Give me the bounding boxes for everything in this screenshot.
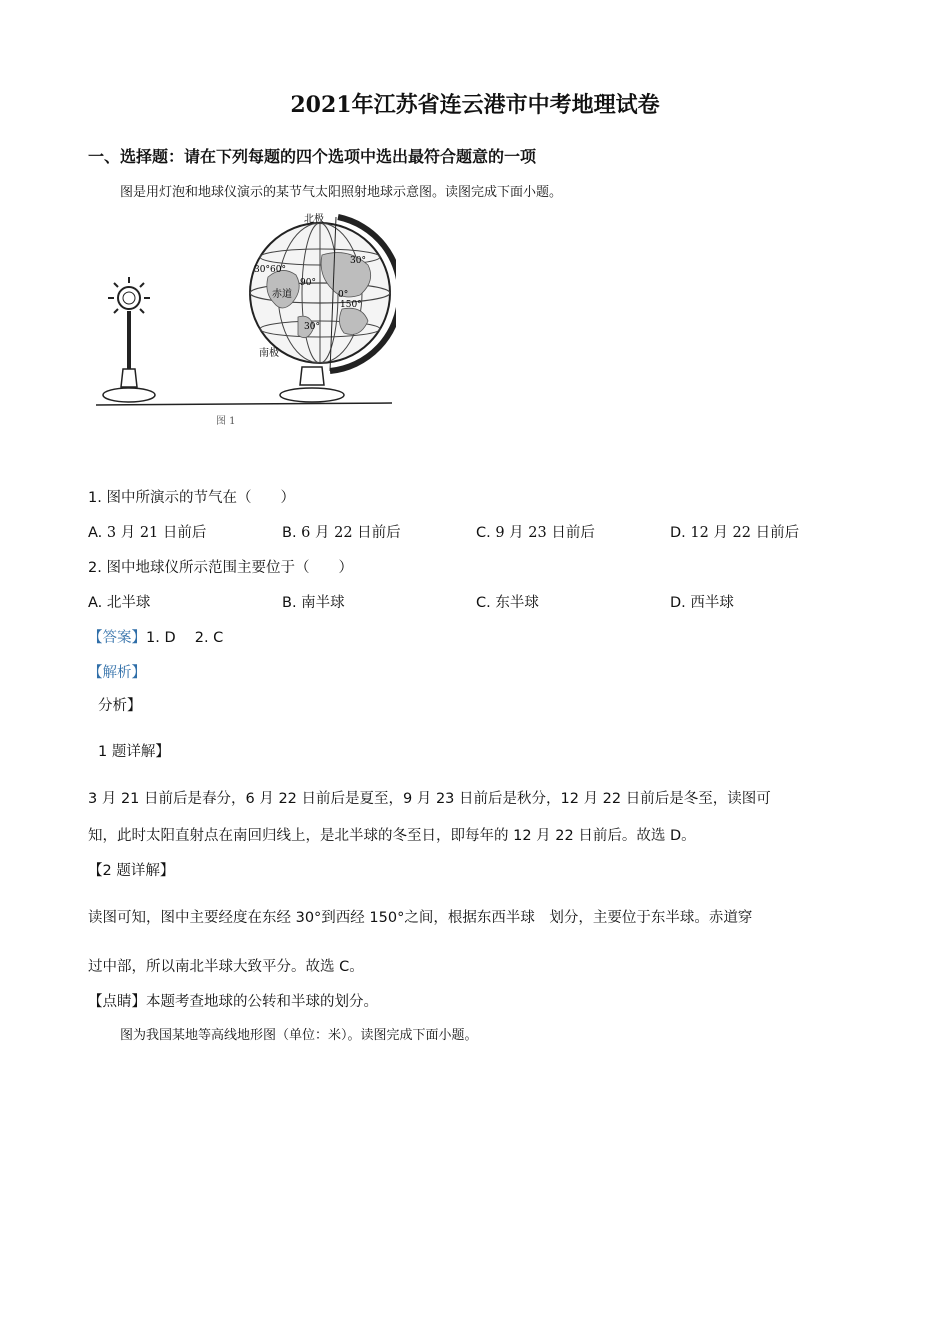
lon-60-label: 60° [270, 265, 286, 275]
question-1-stem: 1. 图中所演示的节气在（ ） [88, 490, 295, 506]
intro-text-2: 图为我国某地等高线地形图（单位：米）。读图完成下面小题。 [120, 1028, 478, 1043]
figure-caption: 图 1 [216, 416, 236, 427]
question-2-stem: 2. 图中地球仪所示范围主要位于（ ） [88, 560, 353, 576]
q2-option-a: A. 北半球 [88, 595, 151, 611]
ground-line [96, 403, 392, 405]
q1-option-d: D. 12 月 22 日前后 [670, 525, 800, 541]
tip-text: 【点睛】本题考查地球的公转和半球的划分。 [88, 994, 378, 1010]
q1-option-b: B. 6 月 22 日前后 [282, 525, 401, 541]
page-title: 2021年江苏省连云港市中考地理试卷 [290, 92, 660, 118]
globe-lamp-figure [92, 205, 396, 427]
q1-option-c: C. 9 月 23 日前后 [476, 525, 595, 541]
lon-150-label: 150° [340, 300, 362, 310]
detail-1-line-2: 知，此时太阳直射点在南回归线上，是北半球的冬至日，即每年的 12 月 22 日前后。故选 D。 [88, 828, 696, 844]
detail-1-line-1: 3 月 21 日前后是春分，6 月 22 日前后是夏至，9 月 23 日前后是秋分，12 月 22 日前后是冬至，读图可 [88, 791, 771, 807]
answer-tag: 【答案】 [88, 630, 146, 646]
detail-2-line-1: 读图可知，图中主要经度在东经 30°到西经 150°之间，根据东西半球 划分，主要位于东半球。赤道穿 [88, 910, 753, 926]
lat-0-label: 0° [338, 290, 349, 300]
lamp-icon [103, 277, 155, 402]
detail-2-heading: 【2 题详解】 [88, 863, 175, 879]
analysis-sub: 分析】 [98, 698, 142, 714]
intro-text-1: 图是用灯泡和地球仪演示的某节气太阳照射地球示意图。读图完成下面小题。 [120, 185, 563, 200]
q2-option-c: C. 东半球 [476, 595, 539, 611]
q2-option-b: B. 南半球 [282, 595, 345, 611]
section-heading: 一、选择题：请在下列每题的四个选项中选出最符合题意的一项 [88, 147, 537, 166]
lon-30-label: 30° [254, 265, 270, 275]
answer-line [88, 626, 223, 647]
detail-1-heading: 1 题详解】 [98, 744, 170, 760]
lat-n30-label: 30° [350, 256, 366, 266]
detail-2-line-2: 过中部，所以南北半球大致平分。故选 C。 [88, 959, 364, 975]
lat-s30-label: 30° [304, 322, 320, 332]
q2-option-d: D. 西半球 [670, 595, 734, 611]
lon-90-label: 90° [300, 278, 316, 288]
q1-option-a: A. 3 月 21 日前后 [88, 525, 207, 541]
north-pole-label: 北极 [304, 214, 324, 225]
south-pole-label: 南极 [259, 348, 279, 359]
analysis-tag: 【解析】 [88, 665, 146, 681]
answer-text: 1. D 2. C [146, 630, 224, 646]
equator-label: 赤道 [272, 289, 292, 300]
